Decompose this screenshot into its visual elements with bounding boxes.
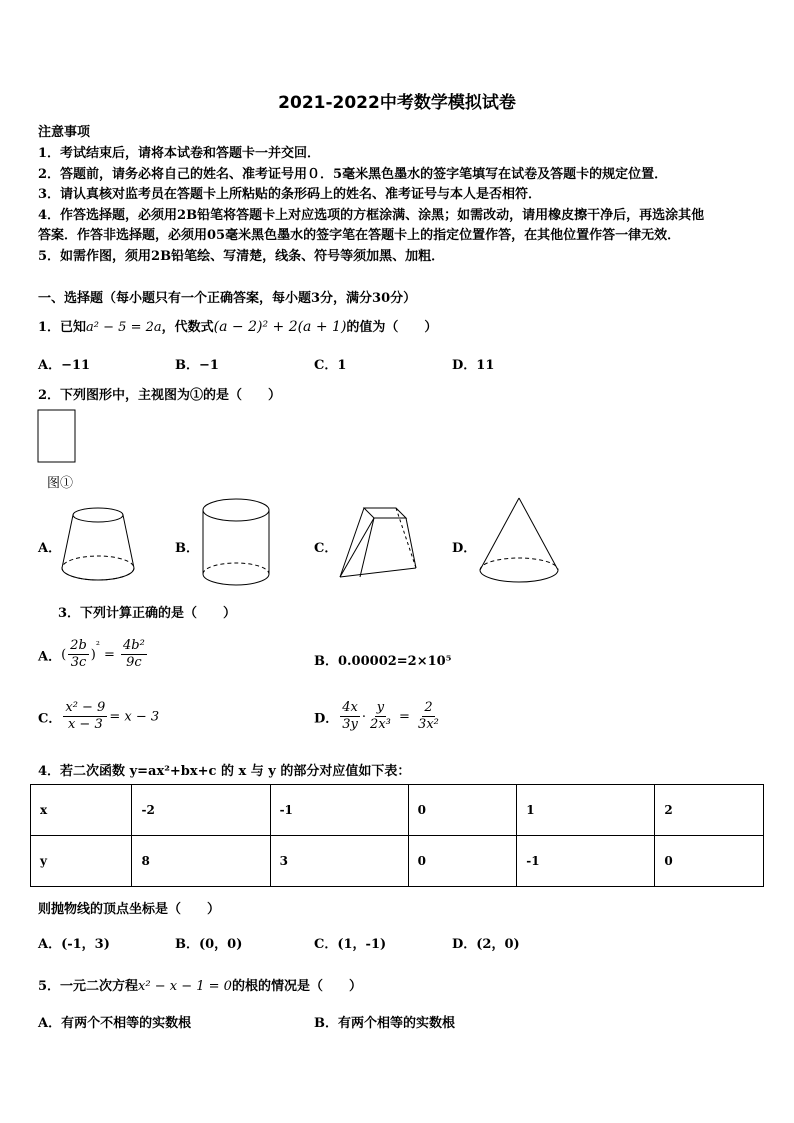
- q3-option-c-label: C．: [38, 711, 62, 727]
- table-cell: 0: [408, 785, 517, 836]
- option-a: A．−11: [38, 358, 91, 373]
- q5-equation: x² − x − 1 = 0: [138, 979, 232, 994]
- notice-item: 1．考试结束后，请将本试卷和答题卡一并交回．: [38, 146, 321, 161]
- q3-a-num2: 4b²: [121, 638, 147, 655]
- q3-option-a-label: A．: [38, 649, 62, 665]
- q5-suffix: 的根的情况是（ ）: [231, 979, 362, 994]
- option-b: B．(0，0): [175, 937, 243, 952]
- q3-d-den2: 2x³: [370, 717, 391, 733]
- table-cell: -1: [270, 785, 408, 836]
- cylinder-figure: [200, 496, 274, 590]
- table-cell: 8: [132, 836, 270, 887]
- q1-expression: (a − 2)² + 2(a + 1): [213, 319, 347, 335]
- table-cell: x: [31, 785, 132, 836]
- front-view-figure: [37, 409, 79, 465]
- option-d: D．(2，0): [452, 937, 520, 952]
- q3-option-a: A．( $\frac{2b}{3c}$ )$^{^2}$ = $\frac{\text{4b²}}{9c}$: [38, 638, 145, 671]
- q3-option-c: [38, 700, 159, 734]
- table-cell: 2: [655, 785, 764, 836]
- table-row: [31, 836, 764, 887]
- option-c: C．(1，-1): [314, 937, 387, 952]
- q1-condition: a² − 5 = 2a: [86, 320, 162, 335]
- q3-a-square: ²: [95, 640, 100, 652]
- q3-d-num1: 4x: [340, 700, 360, 717]
- table-cell: -1: [517, 836, 655, 887]
- prism-frustum-figure: [336, 500, 422, 582]
- table-cell: y: [31, 836, 132, 887]
- q3-d-num3: 2: [422, 700, 434, 717]
- figure-label: 图①: [47, 476, 74, 491]
- question-5: [38, 975, 362, 994]
- table-row: [31, 785, 764, 836]
- option-a: A．有两个不相等的实数根: [38, 1016, 192, 1031]
- q3-c-rhs: = x − 3: [109, 709, 160, 725]
- table-cell: -2: [132, 785, 270, 836]
- q1-mid: ，代数式: [161, 320, 214, 335]
- option-a: A．(-1，3): [38, 937, 110, 952]
- table-cell: 1: [517, 785, 655, 836]
- page-title: 2021-2022中考数学模拟试卷: [278, 93, 516, 113]
- table-cell: 3: [270, 836, 408, 887]
- q3-option-d-label: D．: [314, 711, 339, 727]
- q3-d-den3: 3x²: [418, 717, 439, 733]
- option-a: A．: [38, 541, 62, 556]
- option-d: D．: [452, 541, 477, 556]
- q1-prefix: 1．已知: [38, 320, 87, 335]
- notice-item: 5．如需作图，须用2B铅笔绘、写清楚，线条、符号等须加黑、加粗．: [38, 249, 445, 264]
- option-c: C．: [314, 541, 338, 556]
- q3-option-d: D． $\frac{4x}{3y}$ · $\frac{y}{\text{2x³}}$ = $\frac{2}{\text{3x²}}$: [314, 700, 439, 733]
- frustum-figure: [58, 500, 140, 586]
- question-4: 4．若二次函数 y=ax²+bx+c 的 x 与 y 的部分对应值如下表：: [38, 764, 411, 779]
- option-b: B．: [175, 541, 199, 556]
- option-b: B．有两个相等的实数根: [314, 1016, 455, 1031]
- value-table: [30, 784, 764, 887]
- q3-a-num1: 2b: [68, 638, 89, 655]
- cone-figure: [476, 494, 562, 586]
- q4-question: 则抛物线的顶点坐标是（ ）: [38, 902, 221, 917]
- q3-c-den: x − 3: [67, 717, 103, 733]
- q3-d-den1: 3y: [342, 717, 358, 733]
- question-2: 2．下列图形中，主视图为①的是（ ）: [38, 388, 282, 403]
- option-d: D．11: [452, 358, 495, 373]
- option-b: B．−1: [175, 358, 219, 373]
- q3-c-num: x² − 9: [63, 700, 107, 717]
- notice-item: 答案．作答非选择题，必须用05毫米黑色墨水的签字笔在答题卡上的指定位置作答，在其他位置作答一律无效．: [38, 228, 681, 243]
- notice-item: 4．作答选择题，必须用2B铅笔将答题卡上对应选项的方框涂满、涂黑；如需改动，请用橡皮擦干净后，再选涂其他: [38, 208, 705, 223]
- q3-option-b: B．0.00002=2×10⁵: [314, 654, 452, 669]
- q3-d-num2: y: [375, 700, 386, 717]
- table-cell: 0: [655, 836, 764, 887]
- q5-prefix: 5．一元二次方程: [38, 979, 139, 994]
- notice-item: 3．请认真核对监考员在答题卡上所粘贴的条形码上的姓名、准考证号与本人是否相符．: [38, 187, 542, 202]
- question-3: 3．下列计算正确的是（ ）: [58, 606, 237, 621]
- notice-item: 2．答题前，请务必将自己的姓名、准考证号用０．5毫米黑色墨水的签字笔填写在试卷及答题卡的规定位置．: [38, 167, 668, 182]
- notice-heading: 注意事项: [38, 125, 91, 140]
- table-cell: 0: [408, 836, 517, 887]
- option-c: C．1: [314, 358, 347, 373]
- section-heading: 一、选择题（每小题只有一个正确答案，每小题3分，满分30分）: [38, 291, 417, 306]
- q3-a-den2: 9c: [126, 655, 142, 671]
- q3-a-den1: 3c: [70, 655, 87, 671]
- q1-suffix: 的值为（ ）: [346, 320, 438, 335]
- question-1: [38, 316, 437, 335]
